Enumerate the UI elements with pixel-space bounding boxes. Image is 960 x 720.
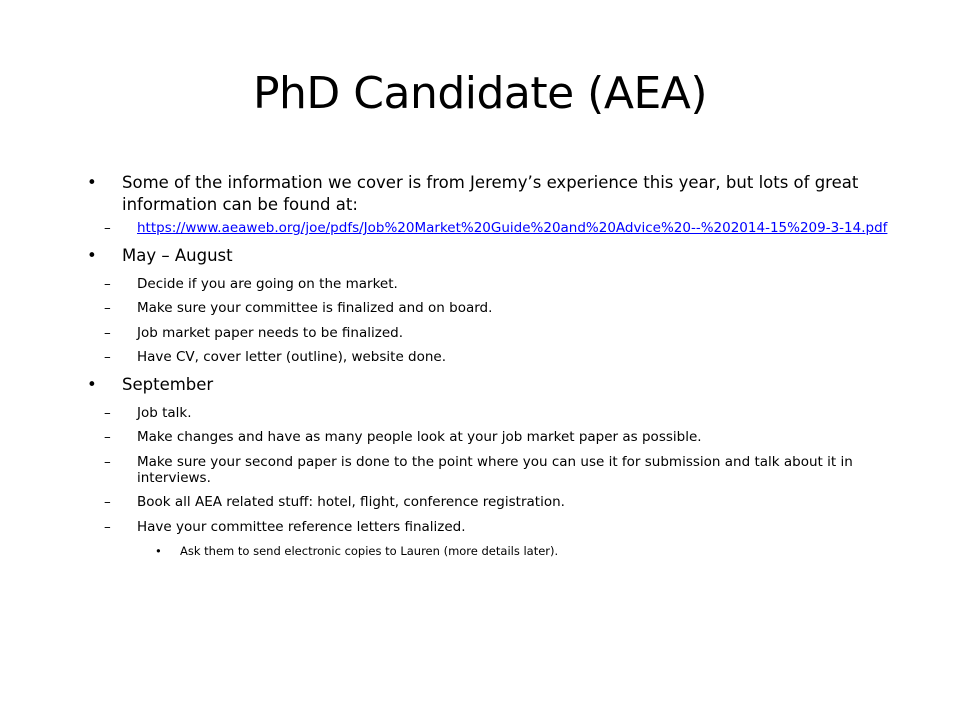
dash-icon: – xyxy=(104,453,111,470)
list-item-text: Have your committee reference letters finalized. xyxy=(137,518,466,535)
aea-guide-link[interactable]: https://www.aeaweb.org/joe/pdfs/Job%20Market%20Guide%20and%20Advice%20--%202014-15%209-3-14.pdf xyxy=(137,220,888,236)
list-item-text: Make sure your second paper is done to the point where you can use it for submission and talk about it in interviews. xyxy=(137,453,853,486)
list-item-text: Job talk. xyxy=(137,404,192,421)
bullet-icon: • xyxy=(87,374,97,394)
dash-icon: – xyxy=(104,349,111,365)
list-item xyxy=(72,325,892,341)
slide-title: PhD Candidate (AEA) xyxy=(252,68,708,119)
slide-body xyxy=(72,172,892,566)
sub-list-item xyxy=(72,543,892,559)
dash-icon: – xyxy=(104,404,111,421)
bullet-september xyxy=(72,374,892,396)
sub-list-item-text: Ask them to send electronic copies to Lauren (more details later). xyxy=(180,544,559,558)
intro-sublist xyxy=(72,220,892,236)
list-item xyxy=(72,454,892,486)
dash-icon: – xyxy=(104,494,111,510)
link-item xyxy=(72,220,892,236)
list-item-text: Make sure your committee is finalized and on board. xyxy=(137,300,493,316)
dash-icon: – xyxy=(104,300,111,316)
bullet-icon: • xyxy=(155,544,162,558)
intro-text: Some of the information we cover is from Jeremy’s experience this year, but lots of great information can be found at: xyxy=(122,173,859,214)
list-item-text: Decide if you are going on the market. xyxy=(137,275,398,292)
bullet-icon: • xyxy=(87,245,97,265)
list-item-text: Have CV, cover letter (outline), website done. xyxy=(137,349,447,365)
dash-icon: – xyxy=(104,220,111,236)
dash-icon: – xyxy=(104,324,111,341)
list-item xyxy=(72,276,892,292)
dash-icon: – xyxy=(104,518,111,535)
bullet-intro xyxy=(72,172,892,216)
may-august-list xyxy=(72,276,892,366)
dash-icon: – xyxy=(104,275,111,292)
bullet-may-august xyxy=(72,245,892,267)
list-item xyxy=(72,349,892,365)
list-item-text: Job market paper needs to be finalized. xyxy=(137,324,404,341)
list-item xyxy=(72,519,892,535)
list-item-text: Book all AEA related stuff: hotel, flight, conference registration. xyxy=(137,494,565,510)
list-item xyxy=(72,300,892,316)
bullet-icon: • xyxy=(87,173,97,192)
list-item xyxy=(72,429,892,445)
list-item-text: Make changes and have as many people look at your job market paper as possible. xyxy=(137,429,702,445)
september-list xyxy=(72,405,892,560)
section-heading: September xyxy=(122,374,214,394)
list-item xyxy=(72,405,892,421)
section-heading: May – August xyxy=(122,245,233,265)
dash-icon: – xyxy=(104,429,111,445)
list-item xyxy=(72,494,892,510)
